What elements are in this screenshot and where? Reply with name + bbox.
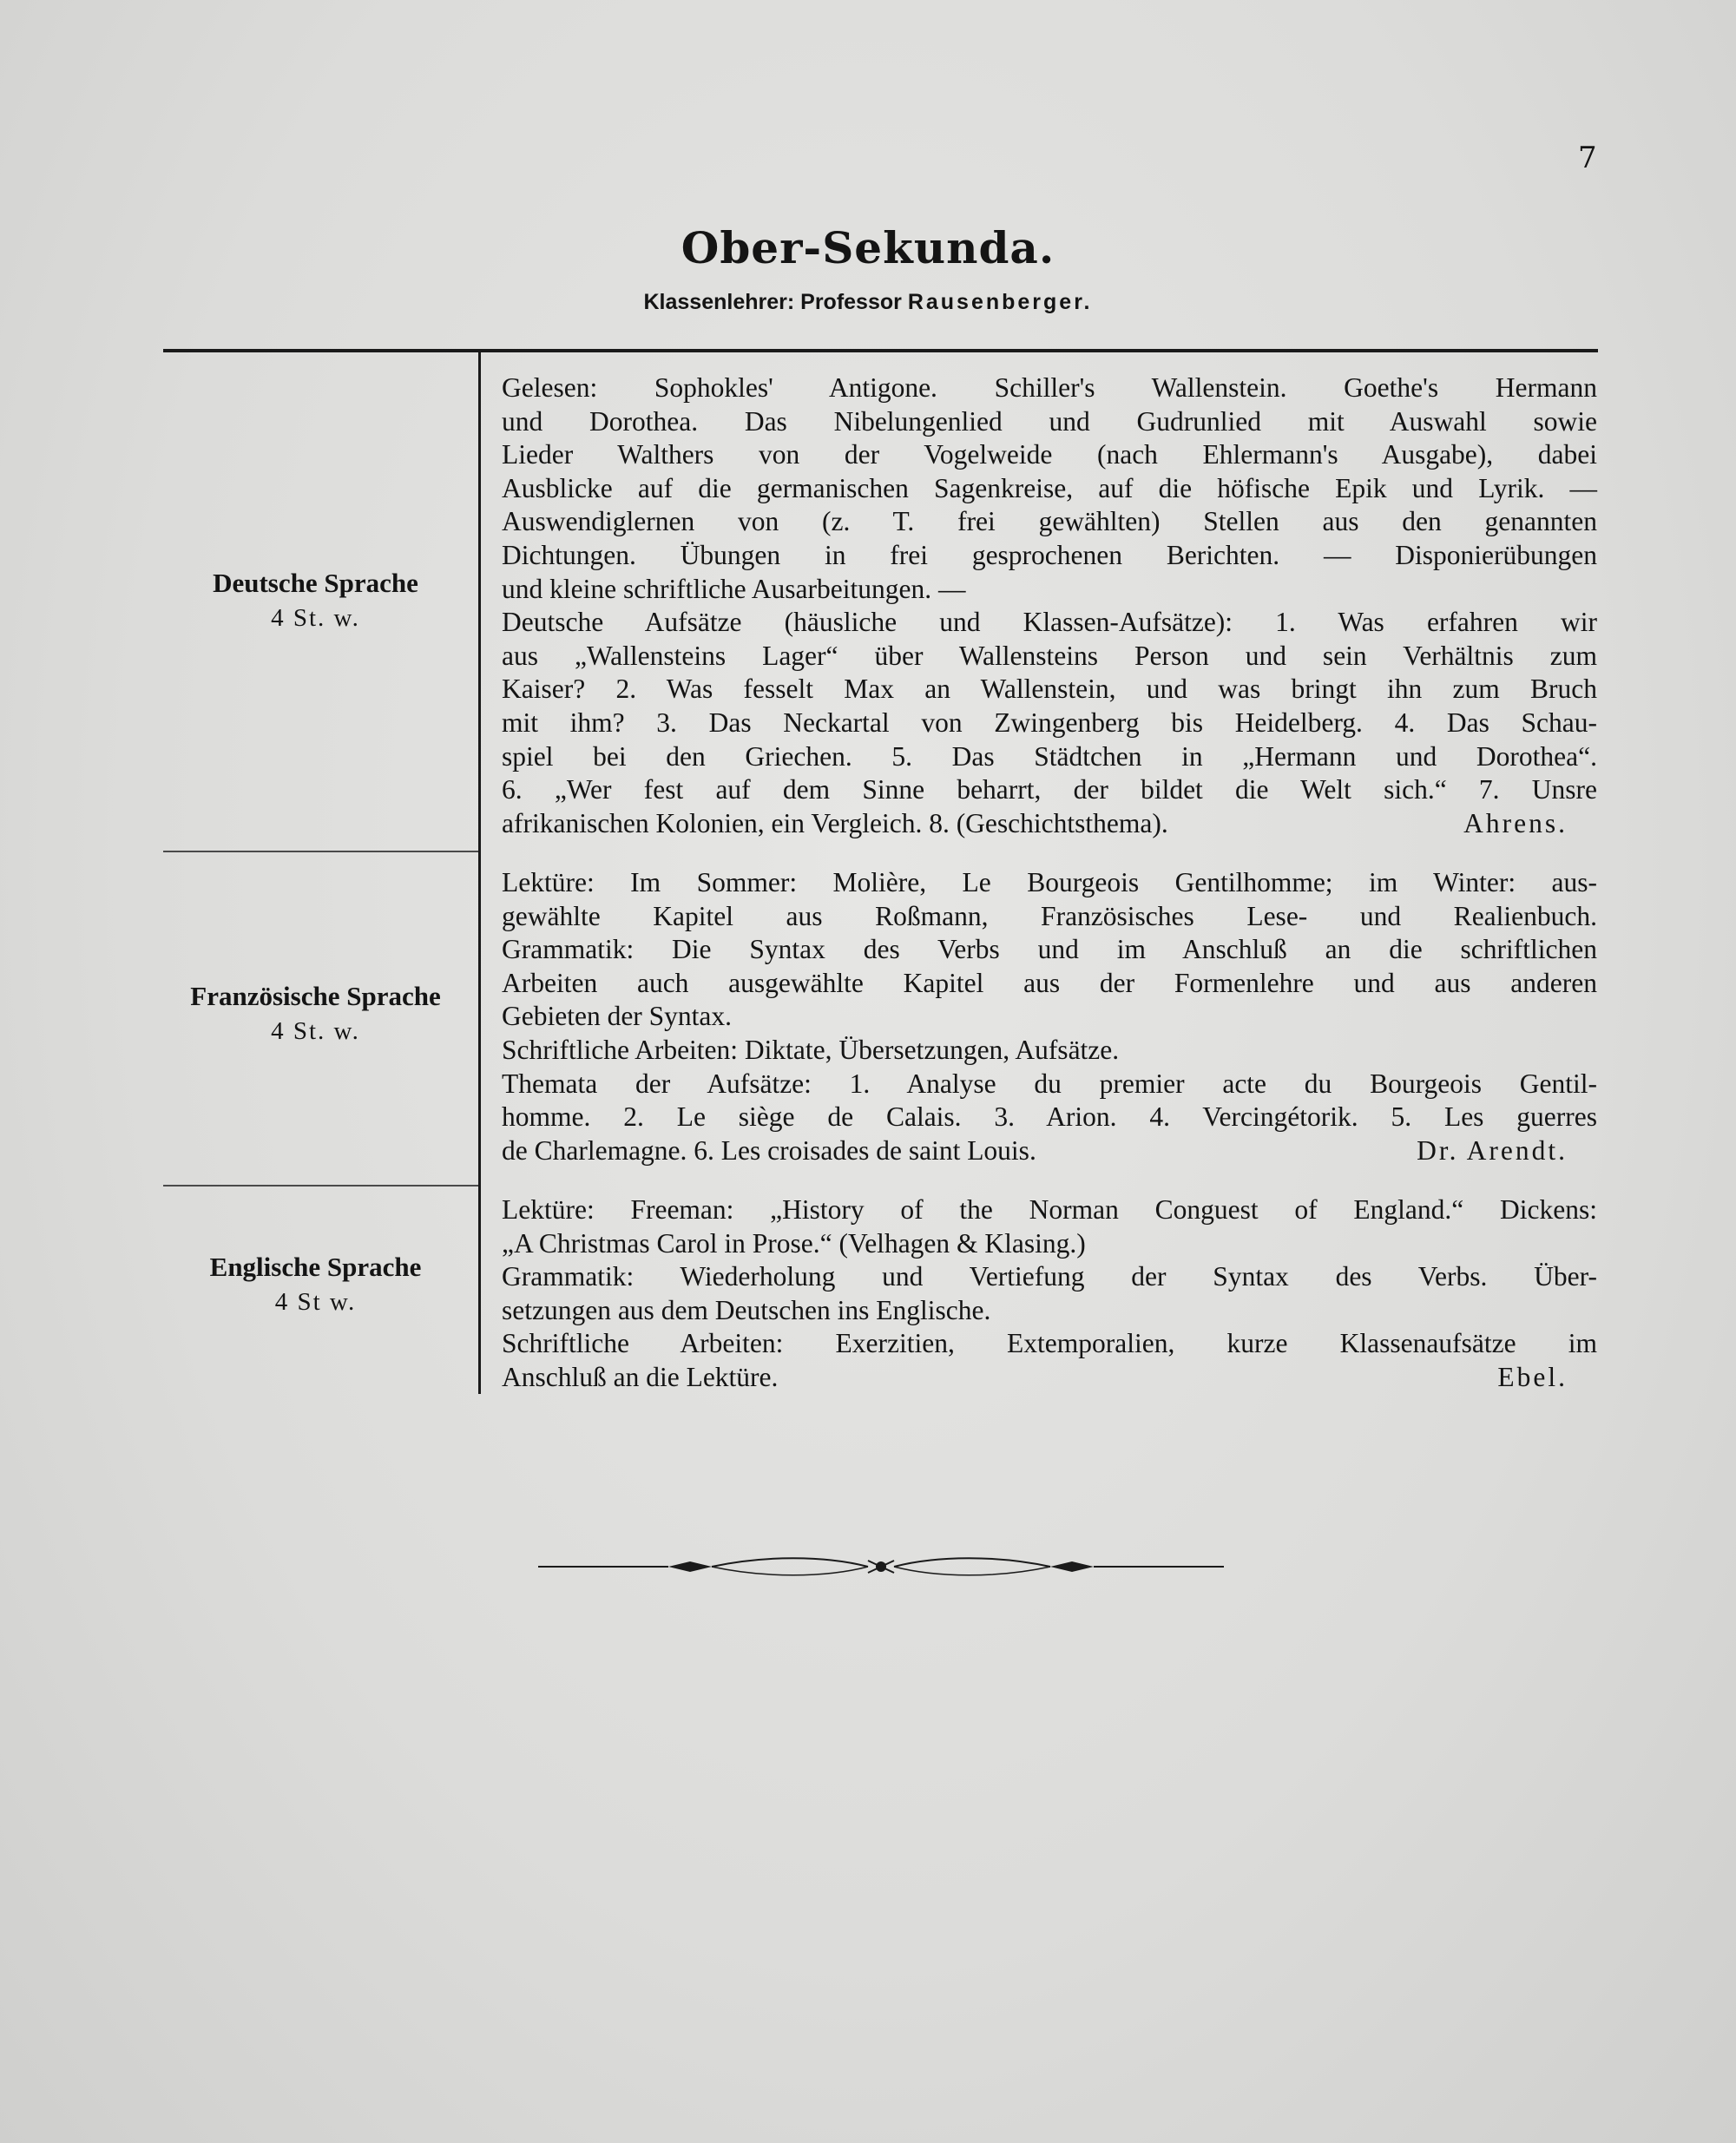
text-line: Gelesen: Sophokles' Antigone. Schiller's Wallenstein. Goethe's Hermann xyxy=(502,372,1597,403)
subject-hours: 4 St. w. xyxy=(271,604,360,632)
content-french xyxy=(502,866,1597,1167)
text-line: Schriftliche Arbeiten: Diktate, Übersetzungen, Aufsätze. xyxy=(502,1034,1120,1065)
subject-french xyxy=(153,979,478,1048)
text-line: Lektüre: Im Sommer: Molière, Le Bourgeois Gentilhomme; im Winter: aus- xyxy=(502,867,1597,897)
content-english xyxy=(502,1193,1597,1395)
text-line: Lieder Walthers von der Vogelweide (nach Ehlermann's Ausgabe), dabei xyxy=(502,439,1597,470)
class-teacher-name: Rausenberger. xyxy=(907,290,1093,314)
subject-name: Englische Sprache xyxy=(209,1252,422,1282)
subject-hours: 4 St w. xyxy=(274,1288,357,1316)
section-separator xyxy=(163,1185,478,1187)
text-line: Deutsche Aufsätze (häusliche und Klassen-Aufsätze): 1. Was erfahren wir xyxy=(502,607,1597,638)
text-line: Schriftliche Arbeiten: Exerzitien, Extemporalien, kurze Klassenaufsätze im xyxy=(502,1328,1597,1359)
final-line-row xyxy=(502,1134,1597,1168)
text-line: mit ihm? 3. Das Neckartal von Zwingenberg bis Heidelberg. 4. Das Schau- xyxy=(502,707,1597,738)
text-line: spiel bei den Griechen. 5. Das Städtchen in „Hermann und Dorothea“. xyxy=(502,740,1597,772)
text-line: Kaiser? 2. Was fesselt Max an Wallenstein, und was bringt ihn zum Bruch xyxy=(502,674,1597,705)
text-line: Ausblicke auf die germanischen Sagenkreise, auf die höfische Epik und Lyrik. — xyxy=(502,472,1597,503)
text-line: Anschluß an die Lektüre. xyxy=(502,1361,779,1392)
teacher-signature: Ebel. xyxy=(1497,1361,1568,1392)
class-teacher-line xyxy=(0,290,1736,315)
final-line-row xyxy=(502,1361,1597,1395)
text-line: 6. „Wer fest auf dem Sinne beharrt, der bildet die Welt sich.“ 7. Unsre xyxy=(502,774,1597,805)
subject-name: Französische Sprache xyxy=(190,981,441,1011)
text-line: Grammatik: Wiederholung und Vertiefung der Syntax des Verbs. Über- xyxy=(502,1261,1597,1292)
subject-hours: 4 St. w. xyxy=(271,1017,360,1045)
page-title: Ober-Sekunda. xyxy=(681,222,1055,273)
text-line: Themata der Aufsätze: 1. Analyse du premier acte du Bourgeois Gentil- xyxy=(502,1068,1597,1099)
subject-english xyxy=(153,1250,478,1319)
table-top-rule xyxy=(163,349,1598,352)
section-separator xyxy=(163,851,478,852)
text-line: Gebieten der Syntax. xyxy=(502,1001,733,1032)
text-line: gewählte Kapitel aus Roßmann, Französisches Lese- und Realienbuch. xyxy=(502,900,1597,931)
final-line-row xyxy=(502,807,1597,841)
text-line: Arbeiten auch ausgewählte Kapitel aus der Formenlehre und aus anderen xyxy=(502,967,1597,998)
text-line: setzungen aus dem Deutschen ins Englische. xyxy=(502,1294,991,1325)
text-line: afrikanischen Kolonien, ein Vergleich. 8. (Geschichtsthema). xyxy=(502,807,1168,838)
text-line: und Dorothea. Das Nibelungenlied und Gudrunlied mit Auswahl sowie xyxy=(502,405,1597,437)
text-line: de Charlemagne. 6. Les croisades de saint Louis. xyxy=(502,1134,1036,1166)
text-line: „A Christmas Carol in Prose.“ (Velhagen & Klasing.) xyxy=(502,1227,1086,1259)
text-line: Auswendiglernen von (z. T. frei gewählten) Stellen aus den genannten xyxy=(502,506,1597,537)
page-number: 7 xyxy=(1578,141,1597,175)
text-line: und kleine schriftliche Ausarbeitungen. — xyxy=(502,573,966,604)
content-german xyxy=(502,371,1597,840)
text-line: Grammatik: Die Syntax des Verbs und im Anschluß an die schriftlichen xyxy=(502,934,1597,965)
text-line: aus „Wallensteins Lager“ über Wallensteins Person und sein Verhältnis zum xyxy=(502,640,1597,671)
table-column-divider xyxy=(478,352,481,1394)
class-teacher-label: Klassenlehrer: Professor xyxy=(643,290,902,314)
teacher-signature: Ahrens. xyxy=(1463,807,1568,838)
teacher-signature: Dr. Arendt. xyxy=(1417,1134,1568,1166)
text-line: Lektüre: Freeman: „History of the Norman Conguest of England.“ Dickens: xyxy=(502,1194,1597,1225)
subject-name: Deutsche Sprache xyxy=(213,568,418,598)
ornament-divider-icon xyxy=(538,1554,1224,1580)
text-line: homme. 2. Le siège de Calais. 3. Arion. 4. Vercingétorik. 5. Les guerres xyxy=(502,1101,1597,1133)
subject-german xyxy=(153,566,478,635)
text-line: Dichtungen. Übungen in frei gesprochenen Berichten. — Disponierübungen xyxy=(502,539,1597,570)
